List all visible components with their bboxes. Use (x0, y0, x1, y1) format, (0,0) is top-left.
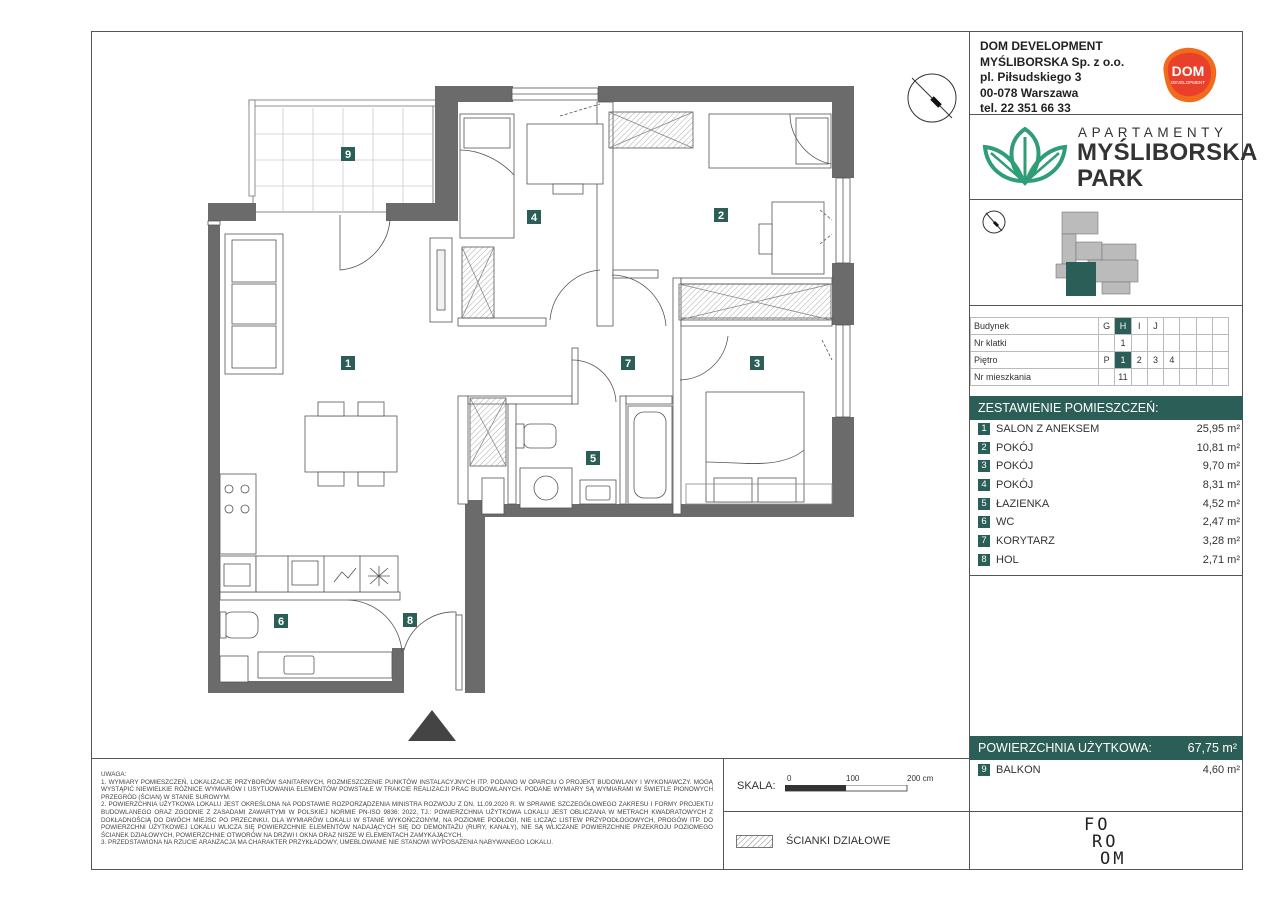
apartment-label: Nr mieszkania (971, 369, 1099, 386)
room-name: POKÓJ (996, 442, 1034, 454)
plan-label-9: 9 (344, 149, 352, 161)
plan-label-5: 5 (589, 453, 597, 465)
note-item: 3. PRZEDSTAWIONA NA RZUCIE ARANŻACJA MA CHARAKTER PRZYKŁADOWY, UMEBLOWANIE NIE STANOWI WYPOSAŻENIA NABYWANEGO LOKALU. (101, 839, 554, 847)
building-label: Budynek (971, 318, 1099, 335)
kitchen (220, 474, 398, 592)
building-option: G (1099, 318, 1115, 335)
room-name: WC (996, 516, 1015, 528)
fororom-line3: OM (1100, 849, 1127, 869)
furniture-room2 (709, 114, 831, 274)
room-row (978, 552, 1240, 571)
room-area: 2,47 m² (1202, 516, 1240, 528)
room-number: 1 (978, 423, 990, 435)
compass-icon (908, 74, 956, 122)
room-number: 8 (978, 554, 990, 566)
room-area: 25,95 m² (1196, 423, 1240, 435)
divider (723, 759, 724, 870)
floor-option: P (1099, 352, 1115, 369)
divider (91, 758, 970, 759)
partition-legend-label: ŚCIANKI DZIAŁOWE (786, 835, 891, 847)
floor-option: 2 (1131, 352, 1147, 369)
floor-label: Piętro (971, 352, 1099, 369)
scale-tick-0: 0 (787, 774, 792, 783)
divider (970, 811, 1243, 812)
room-row (978, 496, 1240, 515)
balcony-row (978, 762, 1240, 781)
company-name: DOM DEVELOPMENT (980, 39, 1103, 53)
room-row (978, 440, 1240, 459)
room-row (978, 477, 1240, 496)
compass-small-icon (983, 211, 1005, 233)
company-city: 00-078 Warszawa (980, 85, 1079, 100)
scale-tick-200: 200 cm (907, 774, 934, 783)
apartment-info-table (970, 317, 1229, 386)
floor-option: 4 (1164, 352, 1180, 369)
balcony-name: BALKON (996, 764, 1041, 776)
building-option: J (1147, 318, 1163, 335)
room-row (978, 533, 1240, 552)
staircase-row (971, 335, 1229, 352)
balcony-number: 9 (978, 764, 990, 776)
room-area: 3,28 m² (1202, 535, 1240, 547)
notes-title: UWAGA: (101, 771, 127, 778)
company-phone: tel. 22 351 66 33 (980, 101, 1071, 115)
apartment-highlight (1066, 262, 1096, 296)
scale-tick-100: 100 (846, 774, 860, 783)
company-street: pl. Piłsudskiego 3 (980, 70, 1082, 84)
partition-hatch-icon (736, 835, 776, 849)
fororom-logo (1084, 817, 1126, 868)
fororom-line1: FO (1084, 815, 1111, 835)
building-option: I (1131, 318, 1147, 335)
floor-row (971, 352, 1229, 369)
building-option-selected: H (1115, 318, 1131, 335)
room-area: 2,71 m² (1202, 554, 1240, 566)
brand-line3: PARK (1077, 165, 1144, 192)
floor-option: 3 (1147, 352, 1163, 369)
balcony-area: 4,60 m² (1202, 764, 1240, 776)
floor-option-selected: 1 (1115, 352, 1131, 369)
rooms-header (970, 396, 1243, 420)
room-name: KORYTARZ (996, 535, 1055, 547)
notes-block (101, 771, 713, 847)
apartment-value: 11 (1115, 369, 1131, 386)
room-area: 10,81 m² (1196, 442, 1240, 454)
plan-label-6: 6 (277, 616, 285, 628)
brand-line2: MYŚLIBORSKA (1077, 139, 1258, 166)
plan-label-4: 4 (530, 212, 538, 224)
room-number: 2 (978, 442, 990, 454)
staircase-label: Nr klatki (971, 335, 1099, 352)
company-entity: MYŚLIBORSKA Sp. z o.o. (980, 54, 1125, 69)
divider (724, 811, 970, 812)
room-number: 4 (978, 479, 990, 491)
plan-label-8: 8 (406, 615, 414, 627)
note-item: 2. POWIERZCHNIA UŻYTKOWA LOKALU JEST OKREŚLONA NA PODSTAWIE ROZPORZĄDZENIA MINISTRA ROZWOJU Z DN. 11.09.2020 R. W SPRAWIE SZCZEGÓŁOWEGO ZAKRESU I FORMY PROJEKTU BUDOWLANEGO ORAZ ZGODNIE Z ZASADAMI ZAWARTYMI W POLSKIEJ NORMIE PN-ISO 9836: 2022, TJ.: POWIERZCHNIA UŻYTKOWA LOKALU JEST OBLICZANA W METRACH KWADRATOWYCH Z DOKŁADNOŚCIĄ DO DWÓCH MIEJSC PO PRZECINKU, DLA WYMIARÓW LOKALU W STANIE WYKOŃCZONYM, NA POZIOMIE PODŁOGI, NIE LICZĄC LISTEW PRZYPODŁOGOWYCH, PROGÓW ITP. DO POWIERZCHNI UŻYTKOWEJ LOKALU WLICZA SIĘ POWIERZCHNIE ELEMENTÓW NADAJĄCYCH SIĘ DO DEMONTAŻU (RURY, KANAŁY), NIE SĄ WLICZANE POWIERZCHNIE PRZEKROJU POZIOMEGO ŚCIANEK DZIAŁOWYCH, POWIERZCHNIE OTWORÓW NA DRZWI I OKNA ORAZ NISZE W ELEMENTACH ZAMYKAJĄCYCH. (101, 801, 713, 839)
note-item: 1. WYMIARY POMIESZCZEŃ, LOKALIZACJE PRZYBORÓW SANITARNYCH, ROZMIESZCZENIE PUNKTÓW INSTALACYJNYCH ITP. PODANO W OPARCIU O PROJEKT BUDOWLANY I WYKONAWCZY. MOGĄ WYSTĄPIĆ NIEWIELKIE RÓŻNICE WYMIARÓW I USYTUOWANIA ELEMENTÓW POWSTAŁE W TRAKCIE REALIZACJI PRAC BUDOWLANYCH. PODANE WYMIARY SĄ WYMIARAMI W ŚWIETLE PIONOWYCH PRZEGRÓD (ŚCIAN) W STANIE SUROWYM. (101, 778, 713, 801)
room-name: POKÓJ (996, 479, 1034, 491)
plan-label-3: 3 (753, 358, 761, 370)
room-number: 3 (978, 460, 990, 472)
room-row (978, 514, 1240, 533)
staircase-value: 1 (1115, 335, 1131, 352)
plan-label-7: 7 (624, 358, 632, 370)
room-area: 8,31 m² (1202, 479, 1240, 491)
furniture-room3 (686, 392, 832, 504)
room-name: HOL (996, 554, 1019, 566)
usable-area-label: POWIERZCHNIA UŻYTKOWA: (978, 741, 1152, 755)
leaf-logo-icon (977, 125, 1073, 189)
room-area: 9,70 m² (1202, 460, 1240, 472)
logo-text-development: DEVELOPMENT (1170, 80, 1206, 85)
room-row (978, 421, 1240, 440)
apartment-row (971, 369, 1229, 386)
plan-label-1: 1 (344, 358, 352, 370)
room-row (978, 458, 1240, 477)
furniture-room1 (225, 234, 397, 486)
room-area: 4,52 m² (1202, 498, 1240, 510)
divider (970, 575, 1243, 576)
entry-arrow-icon (408, 710, 456, 741)
usable-area-bar (970, 736, 1243, 760)
building-row (971, 318, 1229, 335)
scale-label: SKALA: (737, 780, 776, 792)
room-number: 7 (978, 535, 990, 547)
company-address (980, 39, 1124, 117)
dom-development-logo (1156, 44, 1220, 106)
usable-area-value: 67,75 m² (1187, 741, 1237, 755)
project-brand (975, 121, 1258, 193)
room-number: 5 (978, 498, 990, 510)
rooms-header-text: ZESTAWIENIE POMIESZCZEŃ: (978, 401, 1159, 415)
room-name: ŁAZIENKA (996, 498, 1050, 510)
scale-bar (785, 785, 915, 793)
room-name: SALON Z ANEKSEM (996, 423, 1100, 435)
key-plan (970, 200, 1243, 306)
plan-label-2: 2 (717, 210, 725, 222)
logo-text-dom: DOM (1171, 63, 1205, 79)
brand-line1: APARTAMENTY (1078, 125, 1228, 140)
room-name: POKÓJ (996, 460, 1034, 472)
room-number: 6 (978, 516, 990, 528)
fororom-line2: RO (1092, 832, 1119, 852)
